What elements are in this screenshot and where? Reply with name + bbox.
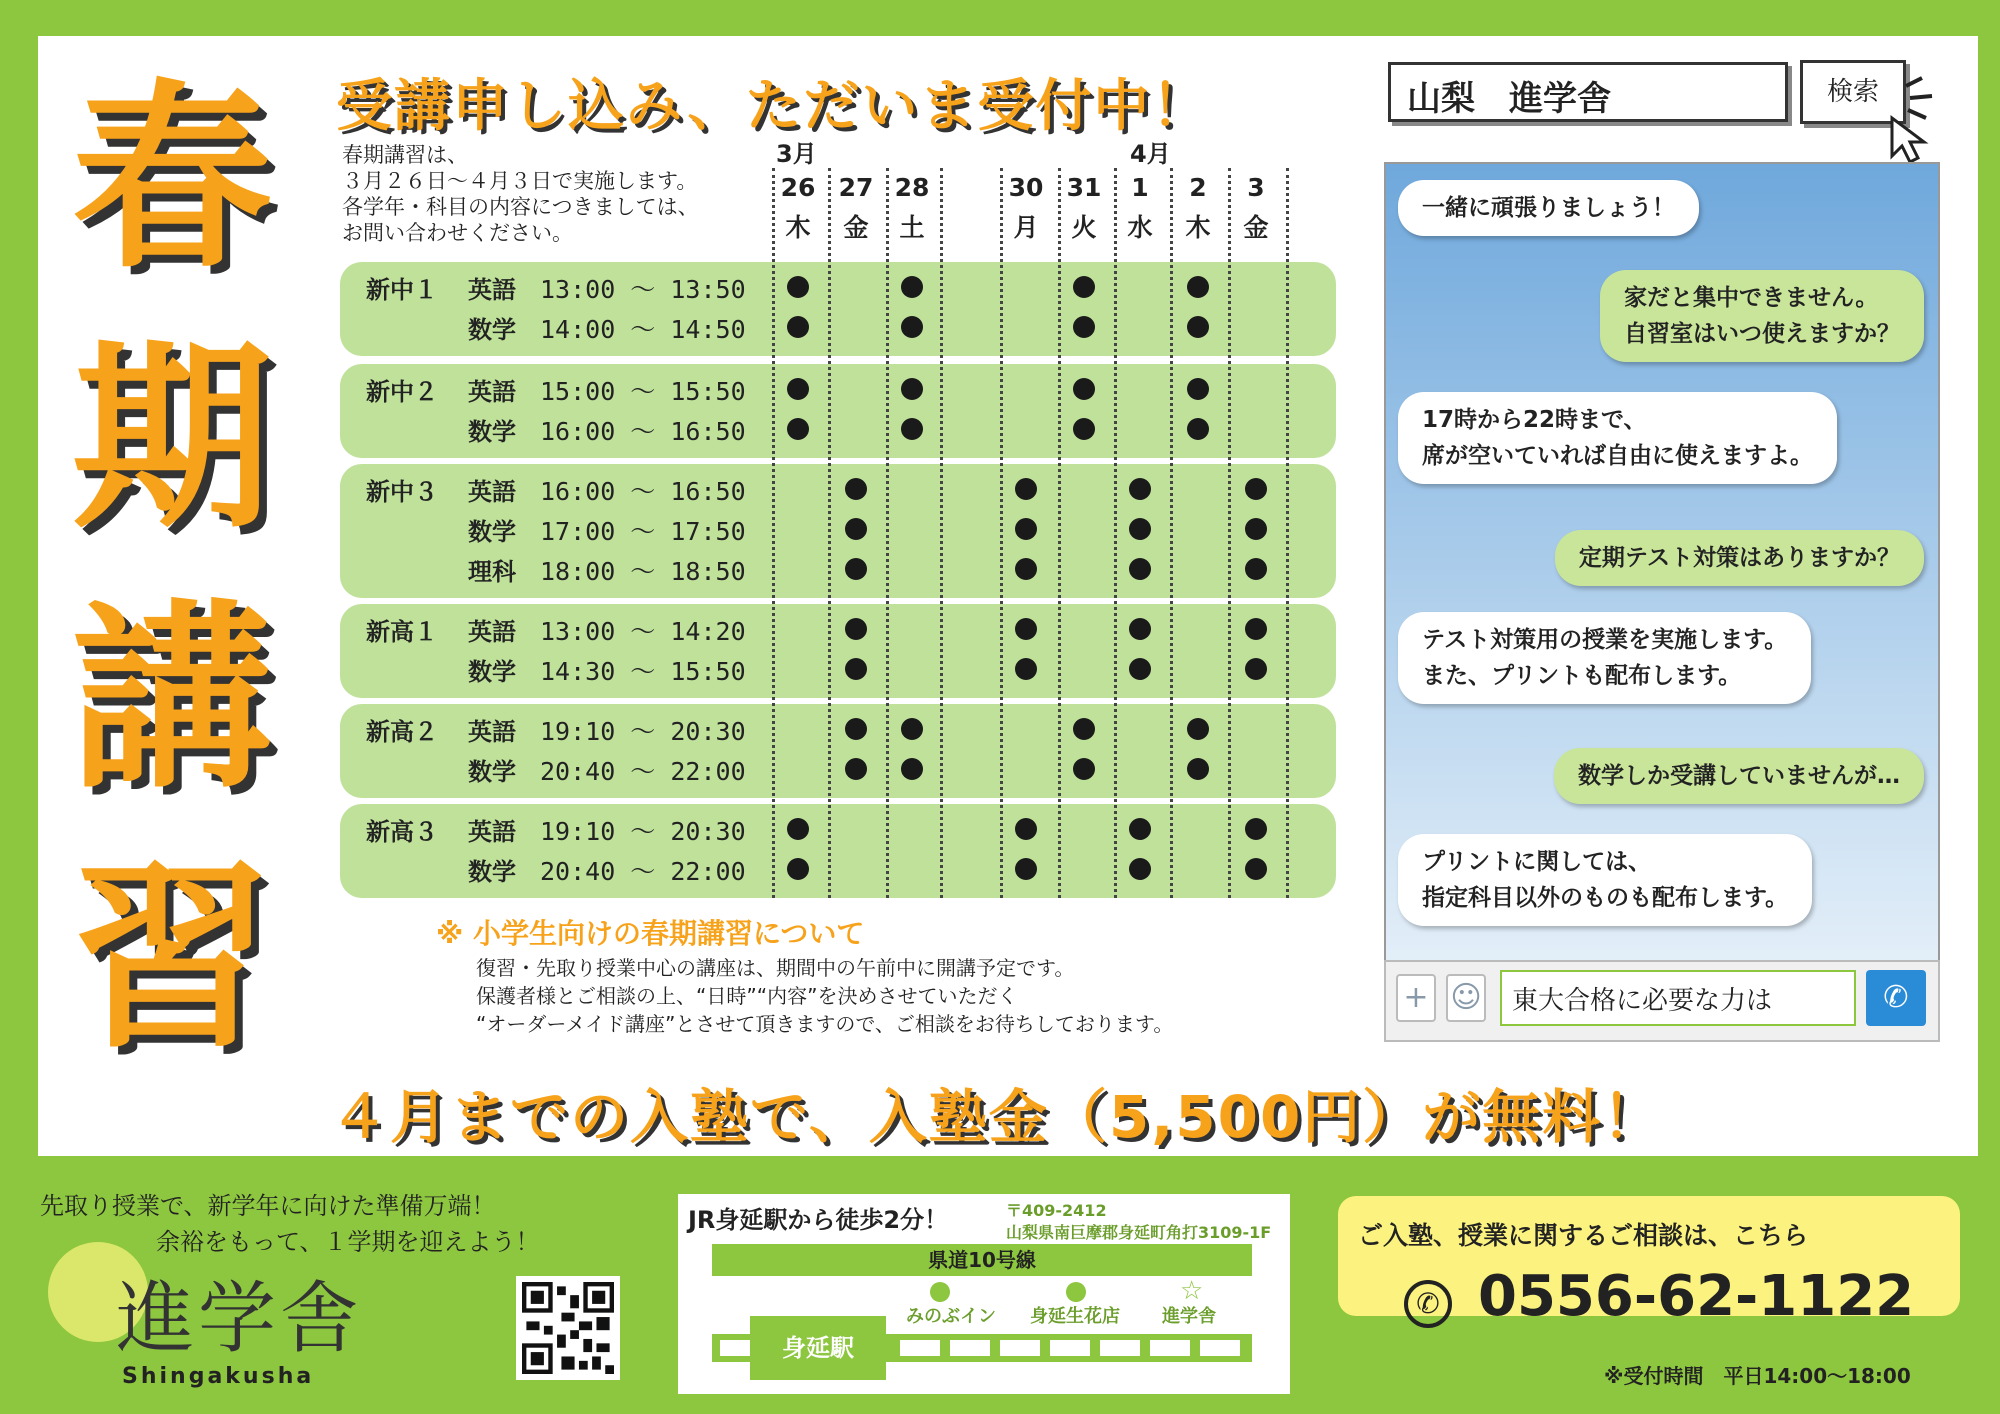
headline: 受講申し込み、ただいま受付中！ xyxy=(336,74,1210,139)
chat-message-input[interactable]: 東大合格に必要な力は xyxy=(1500,970,1856,1026)
session-dot xyxy=(1245,558,1267,580)
phone-number[interactable]: 0556-62-1122 xyxy=(1478,1264,1915,1329)
day-number: 27 xyxy=(838,173,874,202)
grade-label: 新中３ xyxy=(366,478,438,506)
session-dot xyxy=(1187,316,1209,338)
session-dot xyxy=(1187,758,1209,780)
rail-tie xyxy=(1050,1340,1090,1356)
search-input[interactable]: 山梨 進学舎 xyxy=(1388,62,1788,122)
subject-label: 英語 xyxy=(468,378,516,406)
day-of-week: 金 xyxy=(1243,213,1269,242)
session-dot xyxy=(1015,478,1037,500)
time-slot: 17:00 ～ 17:50 xyxy=(540,517,746,546)
day-number: 1 xyxy=(1131,173,1149,202)
day-of-week: 水 xyxy=(1127,213,1153,242)
session-dot xyxy=(1129,558,1151,580)
phone-call-icon[interactable]: ✆ xyxy=(1866,970,1926,1026)
session-dot xyxy=(1245,858,1267,880)
column-divider xyxy=(940,168,943,898)
session-dot xyxy=(1245,618,1267,640)
intro-text: 春期講習は、 ３月２６日～４月３日で実施します。 各学年・科目の内容につきましては、 お問い合わせください。 xyxy=(342,143,699,245)
subject-label: 数学 xyxy=(468,518,516,546)
session-dot xyxy=(1015,518,1037,540)
column-divider xyxy=(1000,168,1003,898)
grade-label: 新高２ xyxy=(366,718,438,746)
session-dot xyxy=(1073,316,1095,338)
session-dot xyxy=(1129,518,1151,540)
session-dot xyxy=(901,718,923,740)
column-divider xyxy=(1228,168,1231,898)
day-number: 3 xyxy=(1247,173,1265,202)
subject-label: 英語 xyxy=(468,618,516,646)
search-button[interactable]: 検索 xyxy=(1800,60,1906,124)
time-slot: 13:00 ～ 13:50 xyxy=(540,275,746,304)
subject-label: 英語 xyxy=(468,276,516,304)
session-dot xyxy=(787,378,809,400)
session-dot xyxy=(845,658,867,680)
qr-code-icon xyxy=(516,1276,620,1380)
grade-label: 新中２ xyxy=(366,378,438,406)
session-dot xyxy=(845,718,867,740)
session-dot xyxy=(787,418,809,440)
session-dot xyxy=(901,378,923,400)
session-dot xyxy=(901,316,923,338)
session-dot xyxy=(787,818,809,840)
session-dot xyxy=(787,276,809,298)
title-char-4: 習 xyxy=(71,843,272,1076)
reception-hours: ※受付時間 平日14:00～18:00 xyxy=(1604,1364,1911,1388)
elementary-note-heading: ※ 小学生向けの春期講習について xyxy=(436,917,865,950)
grade-label: 新中１ xyxy=(366,276,438,304)
session-dot xyxy=(845,618,867,640)
rail-tie xyxy=(1200,1340,1240,1356)
session-dot xyxy=(787,858,809,880)
column-divider xyxy=(772,168,775,898)
session-dot xyxy=(845,558,867,580)
session-dot xyxy=(1073,378,1095,400)
time-slot: 19:10 ～ 20:30 xyxy=(540,717,746,746)
time-slot: 13:00 ～ 14:20 xyxy=(540,617,746,646)
map-pin-icon xyxy=(930,1282,950,1302)
session-dot xyxy=(1015,658,1037,680)
phone-icon: ✆ xyxy=(1404,1280,1452,1328)
session-dot xyxy=(845,518,867,540)
session-dot xyxy=(1073,718,1095,740)
postal-code: 〒409-2412 xyxy=(1006,1201,1107,1220)
add-icon[interactable]: + xyxy=(1396,974,1436,1022)
column-divider xyxy=(1058,168,1061,898)
time-slot: 18:00 ～ 18:50 xyxy=(540,557,746,586)
rail-tie xyxy=(900,1340,940,1356)
shop-label-2: 身延生花店 xyxy=(1030,1306,1120,1327)
column-divider xyxy=(1114,168,1117,898)
star-icon: ☆ xyxy=(1180,1276,1204,1306)
subject-label: 英語 xyxy=(468,718,516,746)
session-dot xyxy=(845,478,867,500)
day-of-week: 火 xyxy=(1071,213,1097,242)
logo-text: 進学舎 xyxy=(116,1274,363,1364)
chat-bubble-reply: 一緒に頑張りましょう！ xyxy=(1398,180,1699,236)
session-dot xyxy=(1015,558,1037,580)
logo-subtitle: Shingakusha xyxy=(122,1364,315,1389)
station-label: 身延駅 xyxy=(750,1316,886,1380)
subject-label: 英語 xyxy=(468,818,516,846)
time-slot: 15:00 ～ 15:50 xyxy=(540,377,746,406)
session-dot xyxy=(901,758,923,780)
session-dot xyxy=(845,758,867,780)
session-dot xyxy=(1245,658,1267,680)
subject-label: 数学 xyxy=(468,858,516,886)
shop-label-1: みのぶイン xyxy=(906,1306,996,1327)
session-dot xyxy=(1129,658,1151,680)
time-slot: 20:40 ～ 22:00 xyxy=(540,757,746,786)
rail-tie xyxy=(950,1340,990,1356)
day-number: 26 xyxy=(780,173,816,202)
session-dot xyxy=(1245,818,1267,840)
session-dot xyxy=(1073,418,1095,440)
session-dot xyxy=(787,316,809,338)
session-dot xyxy=(1187,418,1209,440)
day-number: 30 xyxy=(1008,173,1044,202)
month-april: 4月 xyxy=(1130,140,1171,168)
subject-label: 理科 xyxy=(468,558,516,586)
shop-label-3: 進学舎 xyxy=(1162,1306,1216,1327)
session-dot xyxy=(1015,618,1037,640)
session-dot xyxy=(1129,818,1151,840)
catchphrase-2: 余裕をもって、１学期を迎えよう！ xyxy=(156,1228,540,1256)
title-char-2: 期 xyxy=(71,323,272,556)
chat-bubble-reply: 17時から22時まで、 席が空いていれば自由に使えますよ。 xyxy=(1398,392,1837,484)
contact-label: ご入塾、授業に関するご相談は、こちら xyxy=(1358,1221,1809,1250)
address: 山梨県南巨摩郡身延町角打3109-1F xyxy=(1006,1223,1272,1242)
day-of-week: 木 xyxy=(785,213,811,242)
day-of-week: 月 xyxy=(1013,213,1039,242)
grade-label: 新高３ xyxy=(366,818,438,846)
title-char-3: 講 xyxy=(71,583,272,816)
session-dot xyxy=(1129,858,1151,880)
title-char-1: 春 xyxy=(71,63,272,296)
subject-label: 数学 xyxy=(468,758,516,786)
promo-banner: ４月までの入塾で、入塾金（5,500円）が無料！ xyxy=(330,1083,1663,1151)
subject-label: 数学 xyxy=(468,418,516,446)
time-slot: 14:00 ～ 14:50 xyxy=(540,315,746,344)
session-dot xyxy=(1015,858,1037,880)
session-dot xyxy=(1073,276,1095,298)
rail-tie xyxy=(1000,1340,1040,1356)
session-dot xyxy=(1187,378,1209,400)
session-dot xyxy=(1187,276,1209,298)
session-dot xyxy=(901,276,923,298)
chat-bubble-question: 数学しか受講していませんが… xyxy=(1554,748,1924,804)
day-number: 28 xyxy=(894,173,930,202)
session-dot xyxy=(901,418,923,440)
map-pin-icon xyxy=(1066,1282,1086,1302)
subject-label: 数学 xyxy=(468,658,516,686)
session-dot xyxy=(1187,718,1209,740)
session-dot xyxy=(1129,618,1151,640)
emoji-icon[interactable]: ☺ xyxy=(1446,974,1486,1022)
map-title: JR身延駅から徒歩2分！ xyxy=(688,1206,949,1234)
month-march: 3月 xyxy=(776,140,817,168)
day-of-week: 木 xyxy=(1185,213,1211,242)
time-slot: 14:30 ～ 15:50 xyxy=(540,657,746,686)
session-dot xyxy=(1129,478,1151,500)
day-of-week: 土 xyxy=(899,213,925,242)
session-dot xyxy=(1245,518,1267,540)
cursor-icon xyxy=(1888,76,1948,164)
session-dot xyxy=(1073,758,1095,780)
grade-label: 新高１ xyxy=(366,618,438,646)
time-slot: 16:00 ～ 16:50 xyxy=(540,477,746,506)
road-label: 県道10号線 xyxy=(712,1244,1252,1276)
chat-bubble-question: 定期テスト対策はありますか？ xyxy=(1555,530,1924,586)
rail-tie xyxy=(1100,1340,1140,1356)
subject-label: 数学 xyxy=(468,316,516,344)
day-number: 2 xyxy=(1189,173,1207,202)
time-slot: 16:00 ～ 16:50 xyxy=(540,417,746,446)
time-slot: 19:10 ～ 20:30 xyxy=(540,817,746,846)
session-dot xyxy=(1245,478,1267,500)
chat-bubble-question: 家だと集中できません。 自習室はいつ使えますか？ xyxy=(1600,270,1924,362)
subject-label: 英語 xyxy=(468,478,516,506)
column-divider xyxy=(828,168,831,898)
chat-bubble-reply: テスト対策用の授業を実施します。 また、プリントも配布します。 xyxy=(1398,612,1811,704)
day-number: 31 xyxy=(1066,173,1102,202)
elementary-note-body: 復習・先取り授業中心の講座は、期間中の午前中に開講予定です。 保護者様とご相談の上、“日時”“内容”を決めさせていただく “オーダーメイド講座”とさせて頂きますので、ご相談をお待ちしております。 xyxy=(476,956,1174,1036)
column-divider xyxy=(886,168,889,898)
session-dot xyxy=(1015,818,1037,840)
column-divider xyxy=(1286,168,1289,898)
day-of-week: 金 xyxy=(843,213,869,242)
column-divider xyxy=(1170,168,1173,898)
time-slot: 20:40 ～ 22:00 xyxy=(540,857,746,886)
catchphrase-1: 先取り授業で、新学年に向けた準備万端！ xyxy=(40,1192,496,1220)
rail-tie xyxy=(1150,1340,1190,1356)
chat-bubble-reply: プリントに関しては、 指定科目以外のものも配布します。 xyxy=(1398,834,1812,926)
